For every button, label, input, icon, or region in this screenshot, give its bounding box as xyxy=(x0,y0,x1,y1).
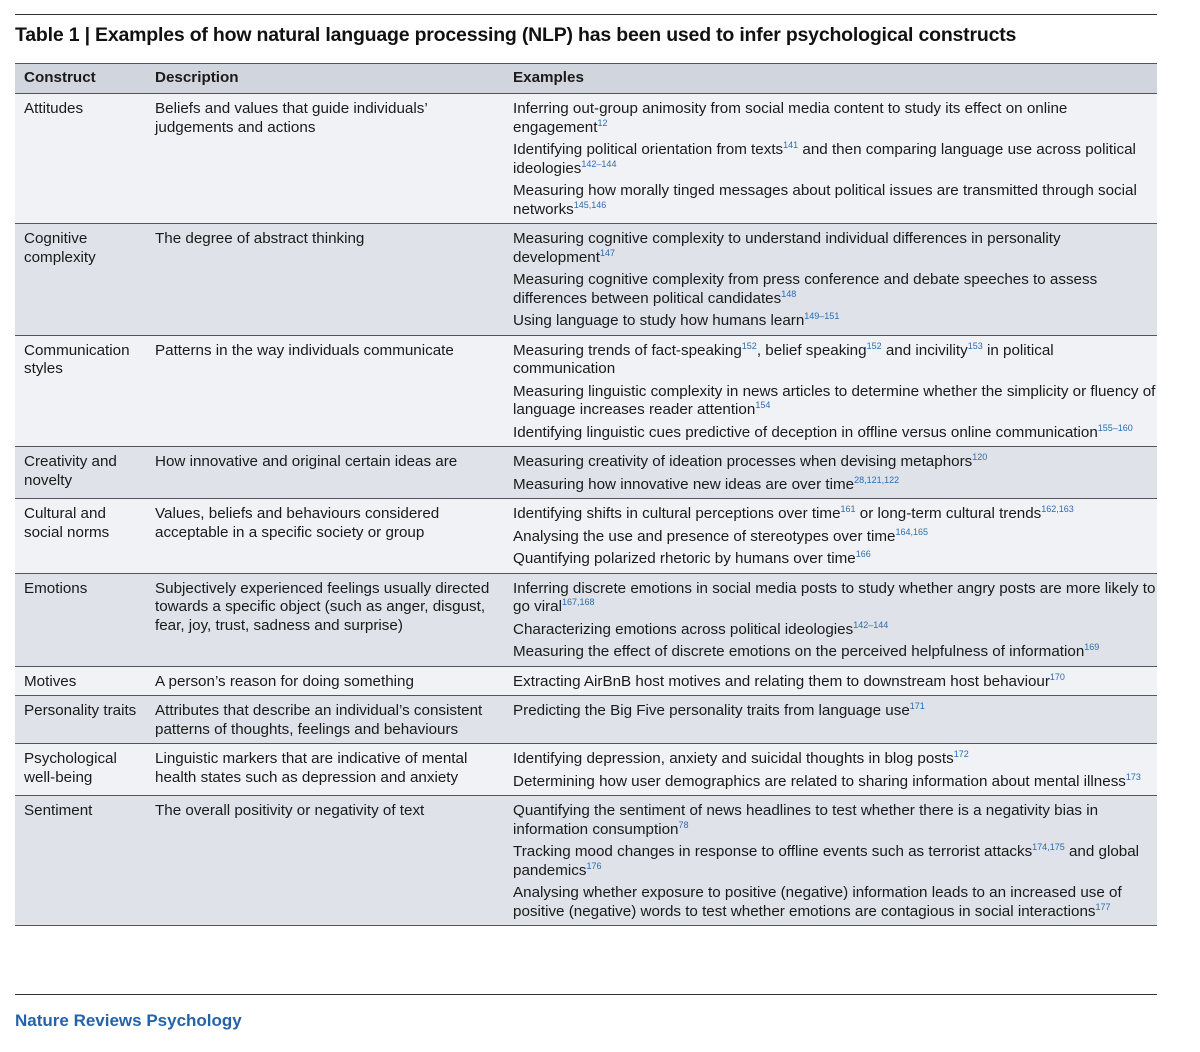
example-text: and global pandemics xyxy=(513,843,1140,879)
reference-superscript[interactable]: 141 xyxy=(783,140,799,150)
example-item xyxy=(513,312,1157,331)
description-cell: A person’s reason for doing something xyxy=(155,672,414,690)
example-item xyxy=(513,550,1157,569)
examples-cell xyxy=(504,94,1157,224)
reference-superscript[interactable]: 149–151 xyxy=(804,311,840,321)
description-cell: The overall positivity or negativity of text xyxy=(155,802,425,819)
example-text: and incivility xyxy=(881,341,968,359)
reference-superscript[interactable]: 145,146 xyxy=(573,199,607,210)
examples-cell xyxy=(504,335,1157,447)
description-cell: Subjectively experienced feelings usually directed towards a specific object (such as anger, disgust, fear, joy, trust, sadness and surprise) xyxy=(155,579,490,634)
example-item xyxy=(513,528,1157,547)
example-item xyxy=(513,843,1157,880)
examples-cell xyxy=(504,499,1157,574)
example-text: Identifying linguistic cues predictive of deception in offline versus online communication xyxy=(513,423,1098,441)
table-row xyxy=(15,94,1157,224)
reference-superscript[interactable]: 142–144 xyxy=(853,619,889,630)
reference-superscript[interactable]: 28,121,122 xyxy=(854,474,900,485)
table-row xyxy=(15,744,1157,796)
example-item xyxy=(513,383,1157,420)
reference-superscript[interactable]: 154 xyxy=(755,400,771,410)
example-text: Measuring cognitive complexity to understand individual differences in personality development xyxy=(513,230,1061,266)
example-text: Quantifying polarized rhetoric by humans over time xyxy=(513,550,856,567)
journal-name: Nature Reviews Psychology xyxy=(15,1011,242,1030)
table-row xyxy=(15,696,1157,744)
reference-superscript[interactable]: 164,165 xyxy=(895,526,928,537)
example-text: Using language to study how humans learn xyxy=(513,312,805,329)
reference-superscript[interactable]: 142–144 xyxy=(581,158,617,169)
table-row xyxy=(15,666,1157,696)
example-item xyxy=(513,271,1157,308)
reference-superscript[interactable]: 147 xyxy=(599,247,615,258)
example-item xyxy=(513,621,1157,640)
reference-superscript[interactable]: 167,168 xyxy=(561,597,595,607)
example-item xyxy=(513,773,1157,792)
example-item xyxy=(513,453,1157,472)
reference-superscript[interactable]: 166 xyxy=(855,549,871,559)
description-cell: How innovative and original certain ideas are xyxy=(155,453,458,470)
reference-superscript[interactable]: 176 xyxy=(586,860,602,871)
reference-superscript[interactable]: 12 xyxy=(597,117,608,128)
example-text: or long-term cultural trends xyxy=(855,505,1042,522)
reference-superscript[interactable]: 148 xyxy=(781,288,797,299)
example-text: Extracting AirBnB host motives and relating them to downstream host behaviour xyxy=(513,672,1050,690)
examples-cell xyxy=(504,796,1157,926)
example-item xyxy=(513,884,1157,921)
construct-cell: Motives xyxy=(24,672,77,690)
example-text: Analysing the use and presence of stereotypes over time xyxy=(513,527,896,545)
header-description: Description xyxy=(146,64,504,94)
example-item xyxy=(513,643,1157,662)
example-item xyxy=(513,342,1157,379)
example-text: Inferring discrete emotions in social media posts to study whether angry posts are more likely to go viral xyxy=(513,579,1156,615)
reference-superscript[interactable]: 152 xyxy=(866,340,882,351)
examples-cell xyxy=(504,744,1157,796)
table-row xyxy=(15,573,1157,666)
reference-superscript[interactable]: 153 xyxy=(967,340,983,351)
reference-superscript[interactable]: 169 xyxy=(1084,642,1100,652)
examples-cell xyxy=(504,573,1157,666)
construct-cell: Communication styles xyxy=(24,341,130,377)
description-cell: The degree of abstract thinking xyxy=(155,230,365,247)
table-title: Table 1 | Examples of how natural language processing (NLP) has been used to infer psychological constructs xyxy=(15,24,1017,46)
example-item xyxy=(513,476,1157,495)
example-text: Characterizing emotions across political ideologies xyxy=(513,620,854,638)
example-item xyxy=(513,141,1157,178)
construct-cell: Creativity and novelty xyxy=(24,453,117,489)
example-text: Measuring creativity of ideation processes when devising metaphors xyxy=(513,453,973,470)
example-item xyxy=(513,505,1157,524)
reference-superscript[interactable]: 170 xyxy=(1049,671,1065,682)
example-item xyxy=(513,673,1157,692)
header-examples: Examples xyxy=(504,64,1157,94)
examples-cell xyxy=(504,224,1157,336)
examples-cell xyxy=(504,447,1157,499)
example-text: Identifying shifts in cultural perceptions over time xyxy=(513,505,841,522)
reference-superscript[interactable]: 161 xyxy=(840,504,856,514)
example-text: Measuring how innovative new ideas are over time xyxy=(513,475,855,493)
reference-superscript[interactable]: 174,175 xyxy=(1032,842,1065,852)
example-item xyxy=(513,702,1157,721)
construct-cell: Cognitive complexity xyxy=(24,230,96,266)
description-cell: Linguistic markers that are indicative of mental health states such as depression and anxiety xyxy=(155,750,468,786)
bottom-rule xyxy=(15,994,1157,995)
example-text: Tracking mood changes in response to offline events such as terrorist attacks xyxy=(513,843,1033,860)
example-text: , belief speaking xyxy=(756,341,867,359)
example-item xyxy=(513,802,1157,839)
example-item xyxy=(513,100,1157,137)
example-text: Measuring how morally tinged messages about political issues are transmitted through social networks xyxy=(513,182,1137,218)
reference-superscript[interactable]: 171 xyxy=(909,701,925,711)
description-cell: Beliefs and values that guide individuals’ judgements and actions xyxy=(155,100,428,136)
reference-superscript[interactable]: 78 xyxy=(678,819,689,830)
example-text: Measuring cognitive complexity from press conference and debate speeches to assess differences between political candidates xyxy=(513,271,1098,307)
example-item xyxy=(513,182,1157,219)
examples-cell xyxy=(504,696,1157,744)
reference-superscript[interactable]: 152 xyxy=(741,340,757,351)
example-text: Identifying political orientation from texts xyxy=(513,141,784,158)
construct-cell: Psychological well-being xyxy=(24,750,117,786)
example-item xyxy=(513,230,1157,267)
constructs-table xyxy=(15,63,1157,926)
construct-cell: Cultural and social norms xyxy=(24,505,110,541)
example-text: Identifying depression, anxiety and suicidal thoughts in blog posts xyxy=(513,750,954,767)
reference-superscript[interactable]: 173 xyxy=(1125,771,1141,782)
examples-cell xyxy=(504,666,1157,696)
description-cell: Values, beliefs and behaviours considered acceptable in a specific society or group xyxy=(155,505,440,541)
table-row xyxy=(15,796,1157,926)
example-text: Measuring trends of fact-speaking xyxy=(513,341,742,359)
example-text: Predicting the Big Five personality traits from language use xyxy=(513,702,910,719)
construct-cell: Emotions xyxy=(24,579,88,597)
table-row xyxy=(15,224,1157,336)
reference-superscript[interactable]: 177 xyxy=(1095,901,1111,912)
example-text: in political communication xyxy=(513,341,1054,377)
example-text: and then comparing language use across political ideologies xyxy=(513,141,1136,177)
table-body xyxy=(15,94,1157,926)
example-text: Measuring linguistic complexity in news articles to determine whether the simplicity or fluency of language increases reader attention xyxy=(513,382,1156,418)
table-header-row xyxy=(15,64,1157,94)
table-row xyxy=(15,335,1157,447)
construct-cell: Sentiment xyxy=(24,802,93,819)
description-cell: Patterns in the way individuals communicate xyxy=(155,341,454,359)
construct-cell: Personality traits xyxy=(24,702,137,719)
reference-superscript[interactable]: 155–160 xyxy=(1097,422,1133,433)
reference-superscript[interactable]: 120 xyxy=(972,452,988,462)
top-rule xyxy=(15,14,1157,15)
example-item xyxy=(513,750,1157,769)
table-row xyxy=(15,447,1157,499)
example-item xyxy=(513,580,1157,617)
example-text: Inferring out-group animosity from social media content to study its effect on online engagement xyxy=(513,100,1068,136)
reference-superscript[interactable]: 172 xyxy=(953,749,969,759)
table-row xyxy=(15,499,1157,574)
example-text: Analysing whether exposure to positive (negative) information leads to an increased use of positive (negative) words to test whether emotions are contagious in social interactions xyxy=(513,884,1122,920)
description-cell: Attributes that describe an individual’s consistent patterns of thoughts, feelings and behaviours xyxy=(155,702,483,738)
example-text: Measuring the effect of discrete emotions on the perceived helpfulness of information xyxy=(513,643,1085,660)
reference-superscript[interactable]: 162,163 xyxy=(1041,504,1074,514)
construct-cell: Attitudes xyxy=(24,100,84,117)
example-text: Quantifying the sentiment of news headlines to test whether there is a negativity bias in information consumption xyxy=(513,802,1099,838)
example-item xyxy=(513,424,1157,443)
header-construct: Construct xyxy=(15,64,146,94)
example-text: Determining how user demographics are related to sharing information about mental illness xyxy=(513,772,1126,790)
